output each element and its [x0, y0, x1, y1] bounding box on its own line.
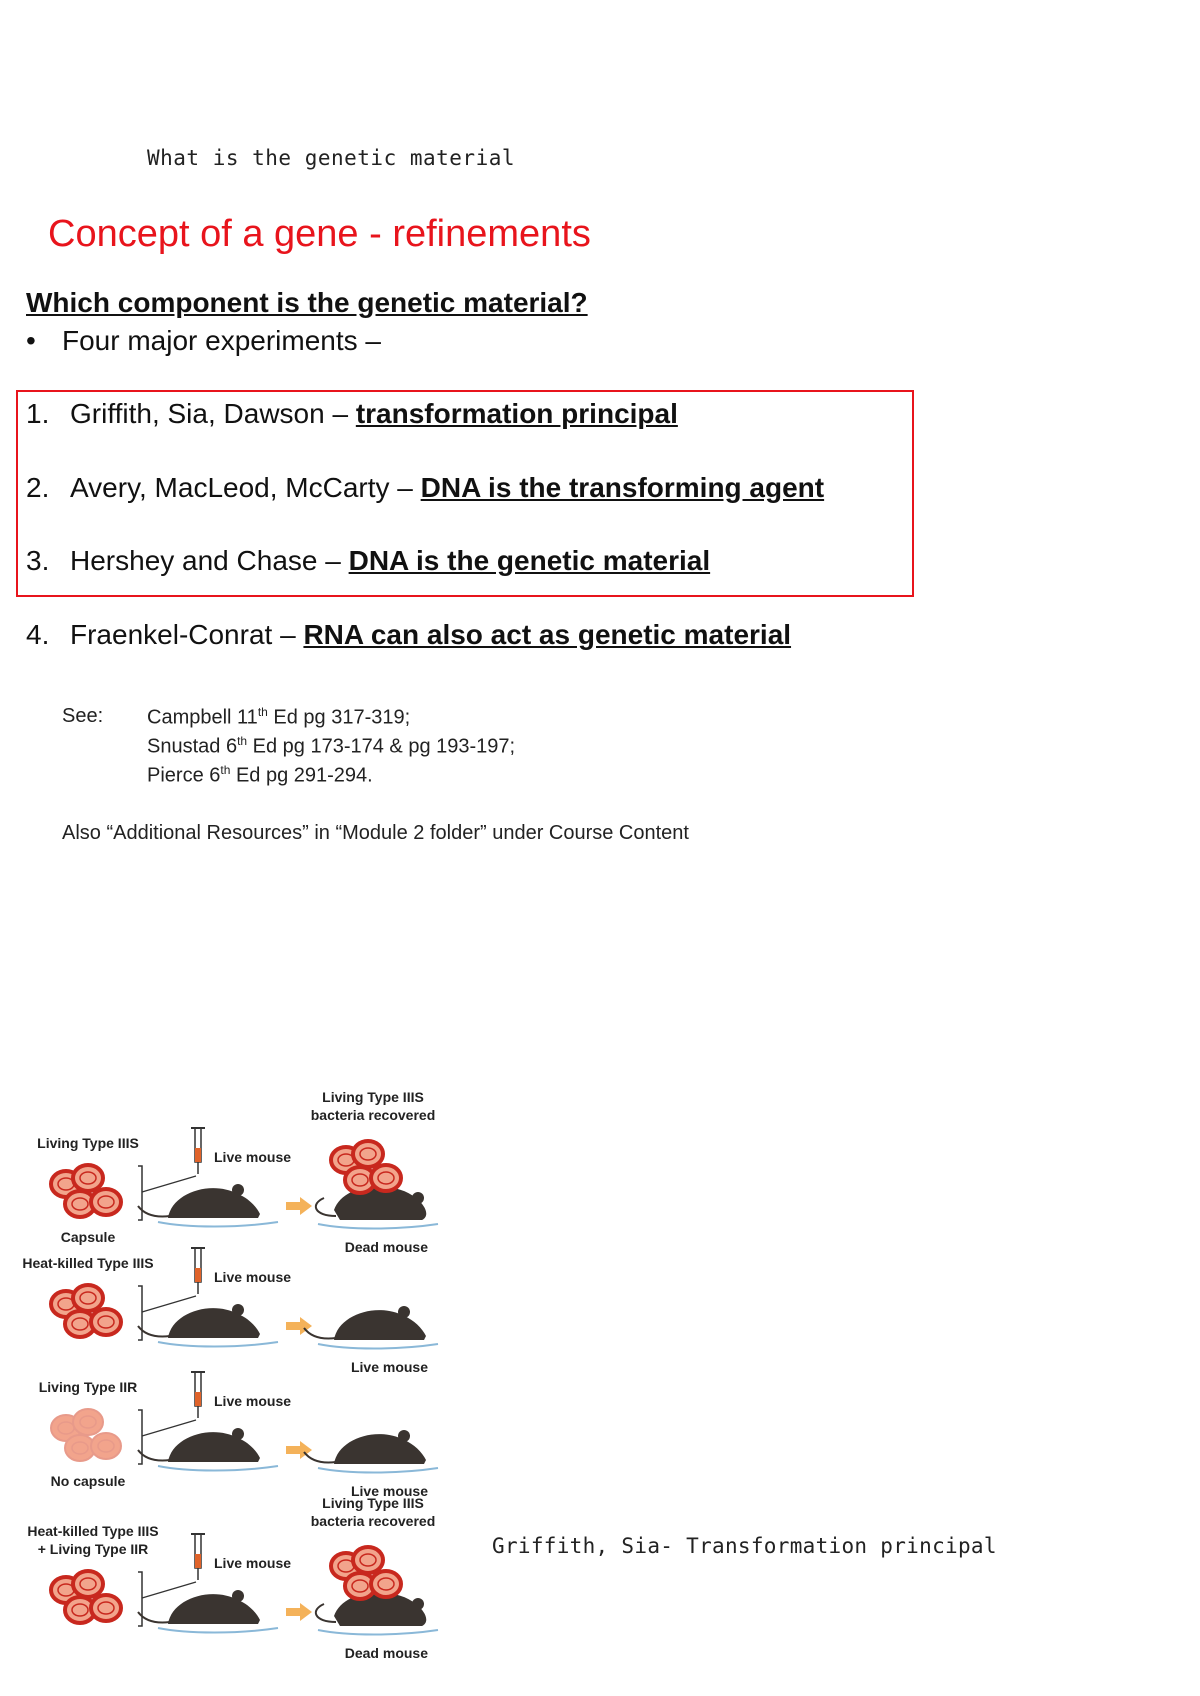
bacteria-cell — [73, 1285, 103, 1311]
pointer-line — [142, 1420, 196, 1436]
ground-line — [318, 1630, 438, 1635]
outcome-label: Dead mouse — [344, 1645, 428, 1661]
mouse-tail — [138, 1206, 170, 1217]
experiment-finding: DNA is the genetic material — [348, 545, 711, 576]
syringe-fluid — [195, 1554, 201, 1568]
row-sublabel: Capsule — [60, 1229, 116, 1245]
experiment-item — [26, 545, 710, 577]
bullet-text: Four major experiments – — [62, 325, 382, 356]
experiment-number: 3. — [26, 545, 50, 576]
mouse-body — [168, 1594, 260, 1624]
row-label: Living Type IIR — [38, 1379, 138, 1395]
bullet-dot: • — [26, 325, 36, 356]
experiment-authors: Avery, MacLeod, McCarty – — [70, 472, 421, 503]
outcome-label: Live mouse — [350, 1483, 428, 1499]
slide-title: Concept of a gene - refinements — [48, 213, 591, 255]
live-mouse — [138, 1184, 260, 1218]
result-live-mouse — [304, 1306, 426, 1340]
bacteria-cell — [73, 1165, 103, 1191]
reference-line: Snustad 6th Ed pg 173-174 & pg 193-197; — [147, 734, 516, 758]
reference-line: Campbell 11th Ed pg 317-319; — [147, 705, 411, 729]
mouse-ear — [232, 1184, 244, 1196]
ground-line — [158, 1466, 278, 1471]
ground-line — [158, 1628, 278, 1633]
recovered-label: Living Type IIIS — [322, 1089, 424, 1105]
mouse-body — [334, 1434, 426, 1464]
row-label: Heat-killed Type IIIS — [27, 1523, 159, 1539]
injected-label: Live mouse — [214, 1269, 292, 1285]
experiment-item — [26, 472, 824, 504]
mouse-ear — [232, 1304, 244, 1316]
bracket — [138, 1166, 142, 1220]
reference-line: Pierce 6th Ed pg 291-294. — [147, 763, 373, 787]
figure-caption: Griffith, Sia- Transformation principal — [492, 1534, 997, 1558]
ground-line — [158, 1222, 278, 1227]
experiment-authors: Griffith, Sia, Dawson – — [70, 398, 356, 429]
bacteria-cell — [91, 1309, 121, 1335]
experiment-number: 2. — [26, 472, 50, 503]
mouse-tail — [316, 1198, 336, 1216]
experiment-finding: DNA is the transforming agent — [420, 472, 825, 503]
ground-line — [318, 1468, 438, 1473]
bacteria-cell — [91, 1595, 121, 1621]
pointer-line — [142, 1296, 196, 1312]
bacteria-cell — [371, 1165, 401, 1191]
outcome-label: Live mouse — [350, 1359, 428, 1375]
row-label: Heat-killed Type IIIS — [22, 1255, 154, 1271]
experiment-number: 4. — [26, 619, 50, 650]
experiment-finding: RNA can also act as genetic material — [303, 619, 792, 650]
mouse-tail — [138, 1450, 170, 1461]
mouse-tail — [138, 1612, 170, 1623]
bracket — [138, 1572, 142, 1626]
syringe-fluid — [195, 1148, 201, 1162]
mouse-ear — [412, 1192, 424, 1204]
mouse-body — [168, 1308, 260, 1338]
experiment-authors: Fraenkel-Conrat – — [70, 619, 304, 650]
syringe-fluid — [195, 1268, 201, 1282]
injected-label: Live mouse — [214, 1149, 292, 1165]
slide-question: Which component is the genetic material? — [26, 287, 588, 318]
ground-line — [318, 1224, 438, 1229]
mouse-ear — [398, 1306, 410, 1318]
mouse-body — [168, 1188, 260, 1218]
live-mouse — [138, 1590, 260, 1624]
pointer-line — [142, 1582, 196, 1598]
additional-resources-note: Also “Additional Resources” in “Module 2 folder” under Course Content — [62, 822, 689, 844]
experiment-finding: transformation principal — [355, 398, 678, 429]
recovered-label: bacteria recovered — [310, 1107, 436, 1123]
arrow-icon — [286, 1197, 312, 1215]
recovered-label: bacteria recovered — [310, 1513, 436, 1529]
bacteria-cell — [353, 1547, 383, 1573]
bacteria-cell — [73, 1409, 103, 1435]
mouse-ear — [232, 1590, 244, 1602]
mouse-tail — [316, 1604, 336, 1622]
mouse-ear — [232, 1428, 244, 1440]
row-label: Living Type IIIS — [37, 1135, 139, 1151]
mouse-tail — [304, 1452, 336, 1463]
see-label: See: — [62, 705, 104, 727]
ground-line — [158, 1342, 278, 1347]
ground-line — [318, 1344, 438, 1349]
griffith-experiment-figure — [18, 1080, 478, 1696]
mouse-body — [334, 1310, 426, 1340]
recovered-label: Living Type IIIS — [322, 1495, 424, 1511]
bacteria-cell — [353, 1141, 383, 1167]
bracket — [138, 1410, 142, 1464]
injected-label: Live mouse — [214, 1393, 292, 1409]
live-mouse — [138, 1304, 260, 1338]
bacteria-cell — [91, 1433, 121, 1459]
mouse-ear — [398, 1430, 410, 1442]
mouse-ear — [412, 1598, 424, 1610]
row-sublabel: No capsule — [50, 1473, 126, 1489]
header-note: What is the genetic material — [147, 146, 516, 170]
bacteria-cell — [73, 1571, 103, 1597]
live-mouse — [138, 1428, 260, 1462]
syringe-fluid — [195, 1392, 201, 1406]
bullet-item — [26, 325, 381, 357]
result-live-mouse — [304, 1430, 426, 1464]
mouse-body — [168, 1432, 260, 1462]
mouse-tail — [304, 1328, 336, 1339]
pointer-line — [142, 1176, 196, 1192]
experiment-item — [26, 619, 791, 651]
arrow-icon — [286, 1603, 312, 1621]
experiment-number: 1. — [26, 398, 50, 429]
experiment-item — [26, 398, 678, 430]
bacteria-cell — [371, 1571, 401, 1597]
injected-label: Live mouse — [214, 1555, 292, 1571]
row-label: + Living Type IIR — [37, 1541, 149, 1557]
bacteria-cell — [91, 1189, 121, 1215]
experiment-authors: Hershey and Chase – — [70, 545, 349, 576]
bracket — [138, 1286, 142, 1340]
outcome-label: Dead mouse — [344, 1239, 428, 1255]
mouse-tail — [138, 1326, 170, 1337]
